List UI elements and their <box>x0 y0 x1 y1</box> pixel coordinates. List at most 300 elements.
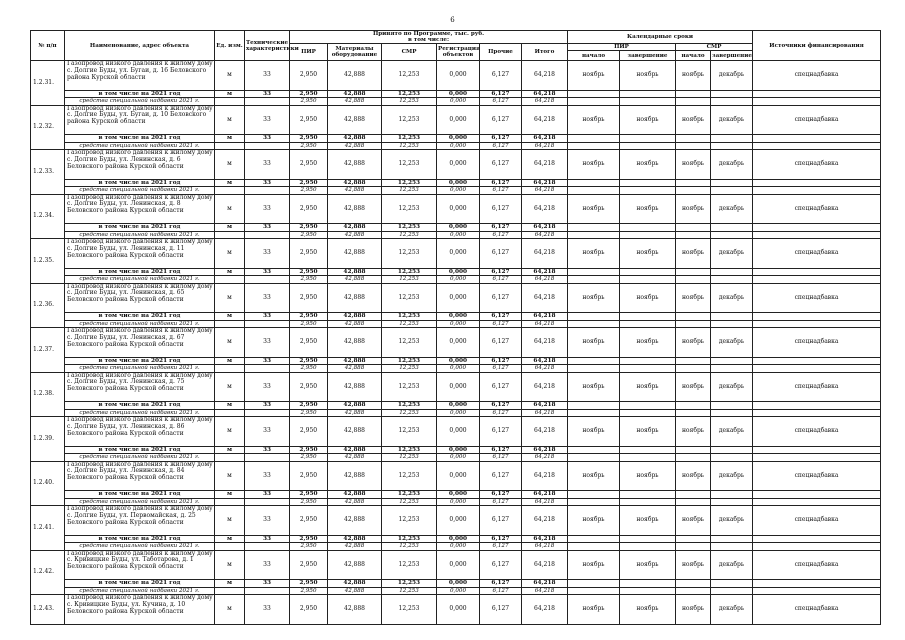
subtotal-label: в том числе на 2021 год <box>65 491 215 499</box>
cell-pir: 2,950 <box>290 194 328 224</box>
funding-label: средства специальной надбавки 2021 г. <box>65 365 215 373</box>
src-cell-materials: 42,888 <box>328 231 382 239</box>
sub-unit: м <box>215 535 245 543</box>
table-row <box>31 595 881 625</box>
sub-unit: м <box>215 491 245 499</box>
src-empty-cell <box>215 231 245 239</box>
src-cell-pir: 2,950 <box>290 320 328 328</box>
src-cell-smr: 12,253 <box>382 454 437 462</box>
cell-other: 6,127 <box>480 506 522 536</box>
cell-pir: 2,950 <box>290 461 328 491</box>
cell-unit: м <box>215 461 245 491</box>
cell-smr-start: ноябрь <box>676 506 711 536</box>
src-empty-cell <box>676 365 711 373</box>
sub-empty-cell <box>568 179 620 187</box>
object-name: Газопровод низкого давления к жилому дому с. Долгие Буды, ул. Ленинская, д. 11 Беловского района Курской области <box>65 239 215 269</box>
sub-cell-smr: 12,253 <box>382 313 437 321</box>
src-cell-smr: 12,253 <box>382 320 437 328</box>
header-smr: СМР <box>382 44 437 61</box>
sub-cell-other: 6,127 <box>480 224 522 232</box>
object-name: Газопровод низкого давления к жилому дому с. Долгие Буды, ул. Ленинская, д. 84 Беловского района Курской области <box>65 461 215 491</box>
cell-unit: м <box>215 283 245 313</box>
cell-pir: 2,950 <box>290 239 328 269</box>
src-empty-cell <box>676 187 711 195</box>
src-cell-pir: 2,950 <box>290 498 328 506</box>
sub-empty-cell <box>568 357 620 365</box>
src-cell-other: 6,127 <box>480 320 522 328</box>
src-cell-total: 64,218 <box>522 231 568 239</box>
sub-empty-cell <box>620 224 676 232</box>
src-cell-total: 64,218 <box>522 543 568 551</box>
table-row <box>31 61 881 91</box>
subtotal-label: в том числе на 2021 год <box>65 446 215 454</box>
sub-cell-smr: 12,253 <box>382 135 437 143</box>
cell-smr-end: декабрь <box>711 595 753 625</box>
src-empty-cell <box>620 409 676 417</box>
cell-smr: 12,253 <box>382 194 437 224</box>
sub-empty-cell <box>620 357 676 365</box>
cell-smr: 12,253 <box>382 506 437 536</box>
cell-other: 6,127 <box>480 550 522 580</box>
sub-cell-registration: 0,000 <box>437 268 480 276</box>
sub-cell-materials: 42,888 <box>328 268 382 276</box>
src-cell-registration: 0,000 <box>437 543 480 551</box>
row-number: 1.2.31. <box>31 61 65 106</box>
sub-cell-registration: 0,000 <box>437 357 480 365</box>
sub-cell-total: 64,218 <box>522 580 568 588</box>
cell-tech: 33 <box>245 105 290 135</box>
sub-cell-other: 6,127 <box>480 491 522 499</box>
src-empty-cell <box>711 320 753 328</box>
cell-smr-start: ноябрь <box>676 595 711 625</box>
sub-cell-other: 6,127 <box>480 90 522 98</box>
src-empty-cell <box>215 98 245 106</box>
cell-smr-start: ноябрь <box>676 461 711 491</box>
cell-total: 64,218 <box>522 150 568 180</box>
sub-tech: 33 <box>245 90 290 98</box>
sub-empty-cell <box>568 224 620 232</box>
sub-empty-cell <box>711 224 753 232</box>
sub-cell-total: 64,218 <box>522 268 568 276</box>
src-empty-cell <box>620 543 676 551</box>
src-empty-cell <box>676 320 711 328</box>
sub-cell-other: 6,127 <box>480 357 522 365</box>
cell-registration: 0,000 <box>437 595 480 625</box>
cell-pir: 2,950 <box>290 417 328 447</box>
cell-other: 6,127 <box>480 417 522 447</box>
sub-empty-cell <box>753 402 881 410</box>
cell-smr-start: ноябрь <box>676 417 711 447</box>
sub-cell-other: 6,127 <box>480 446 522 454</box>
src-empty-cell <box>676 543 711 551</box>
header-materials: Материалы оборудование <box>328 44 382 61</box>
sub-cell-total: 64,218 <box>522 90 568 98</box>
sub-empty-cell <box>676 313 711 321</box>
src-empty-cell <box>215 587 245 595</box>
sub-cell-smr: 12,253 <box>382 224 437 232</box>
src-cell-smr: 12,253 <box>382 187 437 195</box>
header-smr-end: завершение <box>711 51 753 61</box>
sub-empty-cell <box>676 402 711 410</box>
src-cell-smr: 12,253 <box>382 276 437 284</box>
cell-source: спецнадбавка <box>753 239 881 269</box>
cell-source: спецнадбавка <box>753 506 881 536</box>
program-table <box>30 30 881 625</box>
sub-cell-total: 64,218 <box>522 491 568 499</box>
sub-empty-cell <box>620 135 676 143</box>
cell-pir: 2,950 <box>290 283 328 313</box>
header-total: Итого <box>522 44 568 61</box>
cell-materials: 42,888 <box>328 372 382 402</box>
cell-tech: 33 <box>245 328 290 358</box>
sub-cell-pir: 2,950 <box>290 402 328 410</box>
cell-pir-start: ноябрь <box>568 372 620 402</box>
table-header <box>31 31 881 61</box>
cell-tech: 33 <box>245 372 290 402</box>
src-empty-cell <box>753 498 881 506</box>
cell-tech: 33 <box>245 239 290 269</box>
header-tech: Технические характеристики <box>245 31 290 61</box>
table-row-subtotal <box>31 268 881 276</box>
table-row-subtotal <box>31 535 881 543</box>
cell-pir-end: ноябрь <box>620 550 676 580</box>
table-row-funding <box>31 187 881 195</box>
table-body <box>31 61 881 625</box>
header-smr-start: начало <box>676 51 711 61</box>
cell-pir-end: ноябрь <box>620 595 676 625</box>
object-name: Газопровод низкого давления к жилому дому с. Кривицкие Буды, ул. Кучина, д. 10 Беловского района Курской области <box>65 595 215 625</box>
sub-empty-cell <box>568 135 620 143</box>
cell-registration: 0,000 <box>437 61 480 91</box>
cell-pir-end: ноябрь <box>620 61 676 91</box>
table-row <box>31 283 881 313</box>
src-empty-cell <box>676 98 711 106</box>
sub-empty-cell <box>568 446 620 454</box>
cell-smr-end: декабрь <box>711 239 753 269</box>
src-cell-pir: 2,950 <box>290 454 328 462</box>
src-cell-other: 6,127 <box>480 409 522 417</box>
cell-pir-end: ноябрь <box>620 461 676 491</box>
src-cell-smr: 12,253 <box>382 142 437 150</box>
cell-total: 64,218 <box>522 283 568 313</box>
cell-pir-end: ноябрь <box>620 328 676 358</box>
sub-unit: м <box>215 268 245 276</box>
sub-cell-smr: 12,253 <box>382 268 437 276</box>
cell-unit: м <box>215 550 245 580</box>
src-empty-cell <box>568 231 620 239</box>
sub-cell-other: 6,127 <box>480 580 522 588</box>
sub-cell-pir: 2,950 <box>290 135 328 143</box>
sub-tech: 33 <box>245 580 290 588</box>
sub-empty-cell <box>568 268 620 276</box>
sub-cell-smr: 12,253 <box>382 90 437 98</box>
src-empty-cell <box>215 142 245 150</box>
src-cell-registration: 0,000 <box>437 365 480 373</box>
src-cell-registration: 0,000 <box>437 409 480 417</box>
funding-label: средства специальной надбавки 2021 г. <box>65 543 215 551</box>
sub-empty-cell <box>620 402 676 410</box>
header-program <box>290 31 568 44</box>
src-cell-pir: 2,950 <box>290 409 328 417</box>
src-empty-cell <box>753 276 881 284</box>
cell-total: 64,218 <box>522 595 568 625</box>
header-incl-label: в том числе: <box>407 37 450 44</box>
sub-unit: м <box>215 402 245 410</box>
cell-pir-end: ноябрь <box>620 283 676 313</box>
src-empty-cell <box>711 543 753 551</box>
src-cell-other: 6,127 <box>480 231 522 239</box>
header-cal-smr: СМР <box>676 44 753 51</box>
src-empty-cell <box>620 98 676 106</box>
sub-cell-pir: 2,950 <box>290 313 328 321</box>
src-cell-smr: 12,253 <box>382 543 437 551</box>
cell-pir-start: ноябрь <box>568 417 620 447</box>
sub-cell-materials: 42,888 <box>328 224 382 232</box>
table-row-subtotal <box>31 135 881 143</box>
sub-cell-smr: 12,253 <box>382 580 437 588</box>
cell-unit: м <box>215 194 245 224</box>
sub-cell-registration: 0,000 <box>437 90 480 98</box>
funding-label: средства специальной надбавки 2021 г. <box>65 276 215 284</box>
src-empty-cell <box>676 454 711 462</box>
table-row-funding <box>31 543 881 551</box>
src-empty-cell <box>676 276 711 284</box>
table-row-funding <box>31 454 881 462</box>
src-cell-smr: 12,253 <box>382 409 437 417</box>
cell-source: спецнадбавка <box>753 461 881 491</box>
sub-unit: м <box>215 179 245 187</box>
sub-empty-cell <box>753 580 881 588</box>
cell-materials: 42,888 <box>328 506 382 536</box>
cell-total: 64,218 <box>522 328 568 358</box>
cell-pir: 2,950 <box>290 550 328 580</box>
sub-cell-pir: 2,950 <box>290 357 328 365</box>
src-empty-cell <box>620 231 676 239</box>
cell-unit: м <box>215 105 245 135</box>
sub-cell-smr: 12,253 <box>382 491 437 499</box>
src-cell-pir: 2,950 <box>290 587 328 595</box>
sub-empty-cell <box>711 313 753 321</box>
cell-unit: м <box>215 239 245 269</box>
src-empty-cell <box>620 187 676 195</box>
src-cell-registration: 0,000 <box>437 498 480 506</box>
src-empty-cell <box>711 276 753 284</box>
cell-other: 6,127 <box>480 150 522 180</box>
cell-materials: 42,888 <box>328 283 382 313</box>
row-number: 1.2.33. <box>31 150 65 195</box>
sub-cell-pir: 2,950 <box>290 580 328 588</box>
header-pir: ПИР <box>290 44 328 61</box>
src-cell-registration: 0,000 <box>437 231 480 239</box>
sub-empty-cell <box>676 135 711 143</box>
cell-pir: 2,950 <box>290 506 328 536</box>
header-other: Прочие <box>480 44 522 61</box>
cell-smr-end: декабрь <box>711 61 753 91</box>
subtotal-label: в том числе на 2021 год <box>65 179 215 187</box>
cell-source: спецнадбавка <box>753 61 881 91</box>
sub-cell-total: 64,218 <box>522 179 568 187</box>
sub-cell-registration: 0,000 <box>437 135 480 143</box>
cell-registration: 0,000 <box>437 461 480 491</box>
cell-materials: 42,888 <box>328 595 382 625</box>
src-cell-materials: 42,888 <box>328 320 382 328</box>
src-cell-registration: 0,000 <box>437 142 480 150</box>
sub-unit: м <box>215 313 245 321</box>
src-empty-cell <box>676 409 711 417</box>
cell-registration: 0,000 <box>437 328 480 358</box>
cell-source: спецнадбавка <box>753 283 881 313</box>
cell-pir-start: ноябрь <box>568 328 620 358</box>
cell-unit: м <box>215 417 245 447</box>
src-empty-cell <box>568 276 620 284</box>
src-cell-other: 6,127 <box>480 276 522 284</box>
sub-empty-cell <box>568 90 620 98</box>
cell-pir-end: ноябрь <box>620 239 676 269</box>
cell-registration: 0,000 <box>437 506 480 536</box>
cell-smr-end: декабрь <box>711 550 753 580</box>
cell-pir-start: ноябрь <box>568 550 620 580</box>
src-empty-cell <box>753 142 881 150</box>
src-empty-cell <box>215 187 245 195</box>
src-empty-cell <box>620 587 676 595</box>
cell-smr: 12,253 <box>382 417 437 447</box>
cell-pir-start: ноябрь <box>568 61 620 91</box>
src-empty-cell <box>620 498 676 506</box>
sub-tech: 33 <box>245 135 290 143</box>
src-empty-cell <box>568 409 620 417</box>
sub-cell-pir: 2,950 <box>290 446 328 454</box>
sub-empty-cell <box>676 357 711 365</box>
cell-total: 64,218 <box>522 417 568 447</box>
cell-registration: 0,000 <box>437 550 480 580</box>
table-row-subtotal <box>31 90 881 98</box>
sub-unit: м <box>215 446 245 454</box>
cell-smr: 12,253 <box>382 239 437 269</box>
header-program-label: Принято по Программе, тыс. руб. <box>372 31 485 37</box>
sub-empty-cell <box>711 402 753 410</box>
sub-cell-total: 64,218 <box>522 313 568 321</box>
sub-cell-pir: 2,950 <box>290 224 328 232</box>
src-cell-total: 64,218 <box>522 365 568 373</box>
sub-empty-cell <box>676 268 711 276</box>
sub-empty-cell <box>620 313 676 321</box>
row-number: 1.2.34. <box>31 194 65 239</box>
table-row-subtotal <box>31 224 881 232</box>
src-cell-pir: 2,950 <box>290 142 328 150</box>
sub-cell-total: 64,218 <box>522 357 568 365</box>
cell-smr-start: ноябрь <box>676 328 711 358</box>
cell-source: спецнадбавка <box>753 194 881 224</box>
sub-cell-registration: 0,000 <box>437 535 480 543</box>
src-cell-other: 6,127 <box>480 498 522 506</box>
sub-empty-cell <box>753 491 881 499</box>
subtotal-label: в том числе на 2021 год <box>65 313 215 321</box>
src-cell-pir: 2,950 <box>290 187 328 195</box>
table-row-funding <box>31 365 881 373</box>
cell-pir-start: ноябрь <box>568 239 620 269</box>
subtotal-label: в том числе на 2021 год <box>65 357 215 365</box>
table-row-subtotal <box>31 402 881 410</box>
cell-source: спецнадбавка <box>753 550 881 580</box>
cell-pir: 2,950 <box>290 61 328 91</box>
src-empty-cell <box>620 142 676 150</box>
cell-other: 6,127 <box>480 283 522 313</box>
object-name: Газопровод низкого давления к жилому дому с. Долгие Буды, ул. Ленинская, д. 65 Беловского района Курской области <box>65 283 215 313</box>
src-empty-cell <box>753 231 881 239</box>
table-row-subtotal <box>31 357 881 365</box>
cell-smr-start: ноябрь <box>676 194 711 224</box>
src-empty-cell <box>215 276 245 284</box>
table-row <box>31 417 881 447</box>
src-empty-cell <box>245 587 290 595</box>
sub-cell-other: 6,127 <box>480 135 522 143</box>
src-empty-cell <box>711 587 753 595</box>
src-cell-materials: 42,888 <box>328 543 382 551</box>
sub-empty-cell <box>676 491 711 499</box>
cell-source: спецнадбавка <box>753 105 881 135</box>
src-cell-other: 6,127 <box>480 543 522 551</box>
src-empty-cell <box>245 543 290 551</box>
object-name: Газопровод низкого давления к жилому дому с. Долгие Буды, ул. Бугаи, д. 10 Беловского района Курской области <box>65 105 215 135</box>
src-cell-pir: 2,950 <box>290 543 328 551</box>
src-empty-cell <box>676 142 711 150</box>
src-empty-cell <box>620 320 676 328</box>
sub-empty-cell <box>620 446 676 454</box>
sub-empty-cell <box>568 491 620 499</box>
sub-cell-registration: 0,000 <box>437 313 480 321</box>
src-empty-cell <box>711 409 753 417</box>
src-empty-cell <box>711 142 753 150</box>
table-row-subtotal <box>31 446 881 454</box>
sub-empty-cell <box>753 357 881 365</box>
sub-cell-pir: 2,950 <box>290 179 328 187</box>
cell-tech: 33 <box>245 283 290 313</box>
object-name: Газопровод низкого давления к жилому дому с. Долгие Буды, ул. Ленинская, д. 86 Беловского района Курской области <box>65 417 215 447</box>
table-row <box>31 506 881 536</box>
sub-empty-cell <box>568 402 620 410</box>
funding-label: средства специальной надбавки 2021 г. <box>65 454 215 462</box>
cell-smr-start: ноябрь <box>676 283 711 313</box>
sub-empty-cell <box>676 446 711 454</box>
sub-empty-cell <box>676 224 711 232</box>
cell-smr-end: декабрь <box>711 328 753 358</box>
src-cell-smr: 12,253 <box>382 587 437 595</box>
sub-cell-other: 6,127 <box>480 268 522 276</box>
sub-cell-smr: 12,253 <box>382 179 437 187</box>
sub-unit: м <box>215 90 245 98</box>
sub-cell-registration: 0,000 <box>437 580 480 588</box>
cell-smr-end: декабрь <box>711 150 753 180</box>
cell-pir-start: ноябрь <box>568 283 620 313</box>
src-empty-cell <box>711 231 753 239</box>
cell-smr: 12,253 <box>382 595 437 625</box>
src-cell-materials: 42,888 <box>328 98 382 106</box>
src-cell-smr: 12,253 <box>382 98 437 106</box>
src-cell-other: 6,127 <box>480 365 522 373</box>
sub-empty-cell <box>753 90 881 98</box>
row-number: 1.2.38. <box>31 372 65 417</box>
cell-smr-end: декабрь <box>711 105 753 135</box>
src-cell-smr: 12,253 <box>382 365 437 373</box>
subtotal-label: в том числе на 2021 год <box>65 402 215 410</box>
row-number: 1.2.35. <box>31 239 65 284</box>
cell-registration: 0,000 <box>437 194 480 224</box>
row-number: 1.2.42. <box>31 550 65 595</box>
cell-registration: 0,000 <box>437 283 480 313</box>
cell-other: 6,127 <box>480 595 522 625</box>
src-empty-cell <box>711 454 753 462</box>
sub-empty-cell <box>568 313 620 321</box>
